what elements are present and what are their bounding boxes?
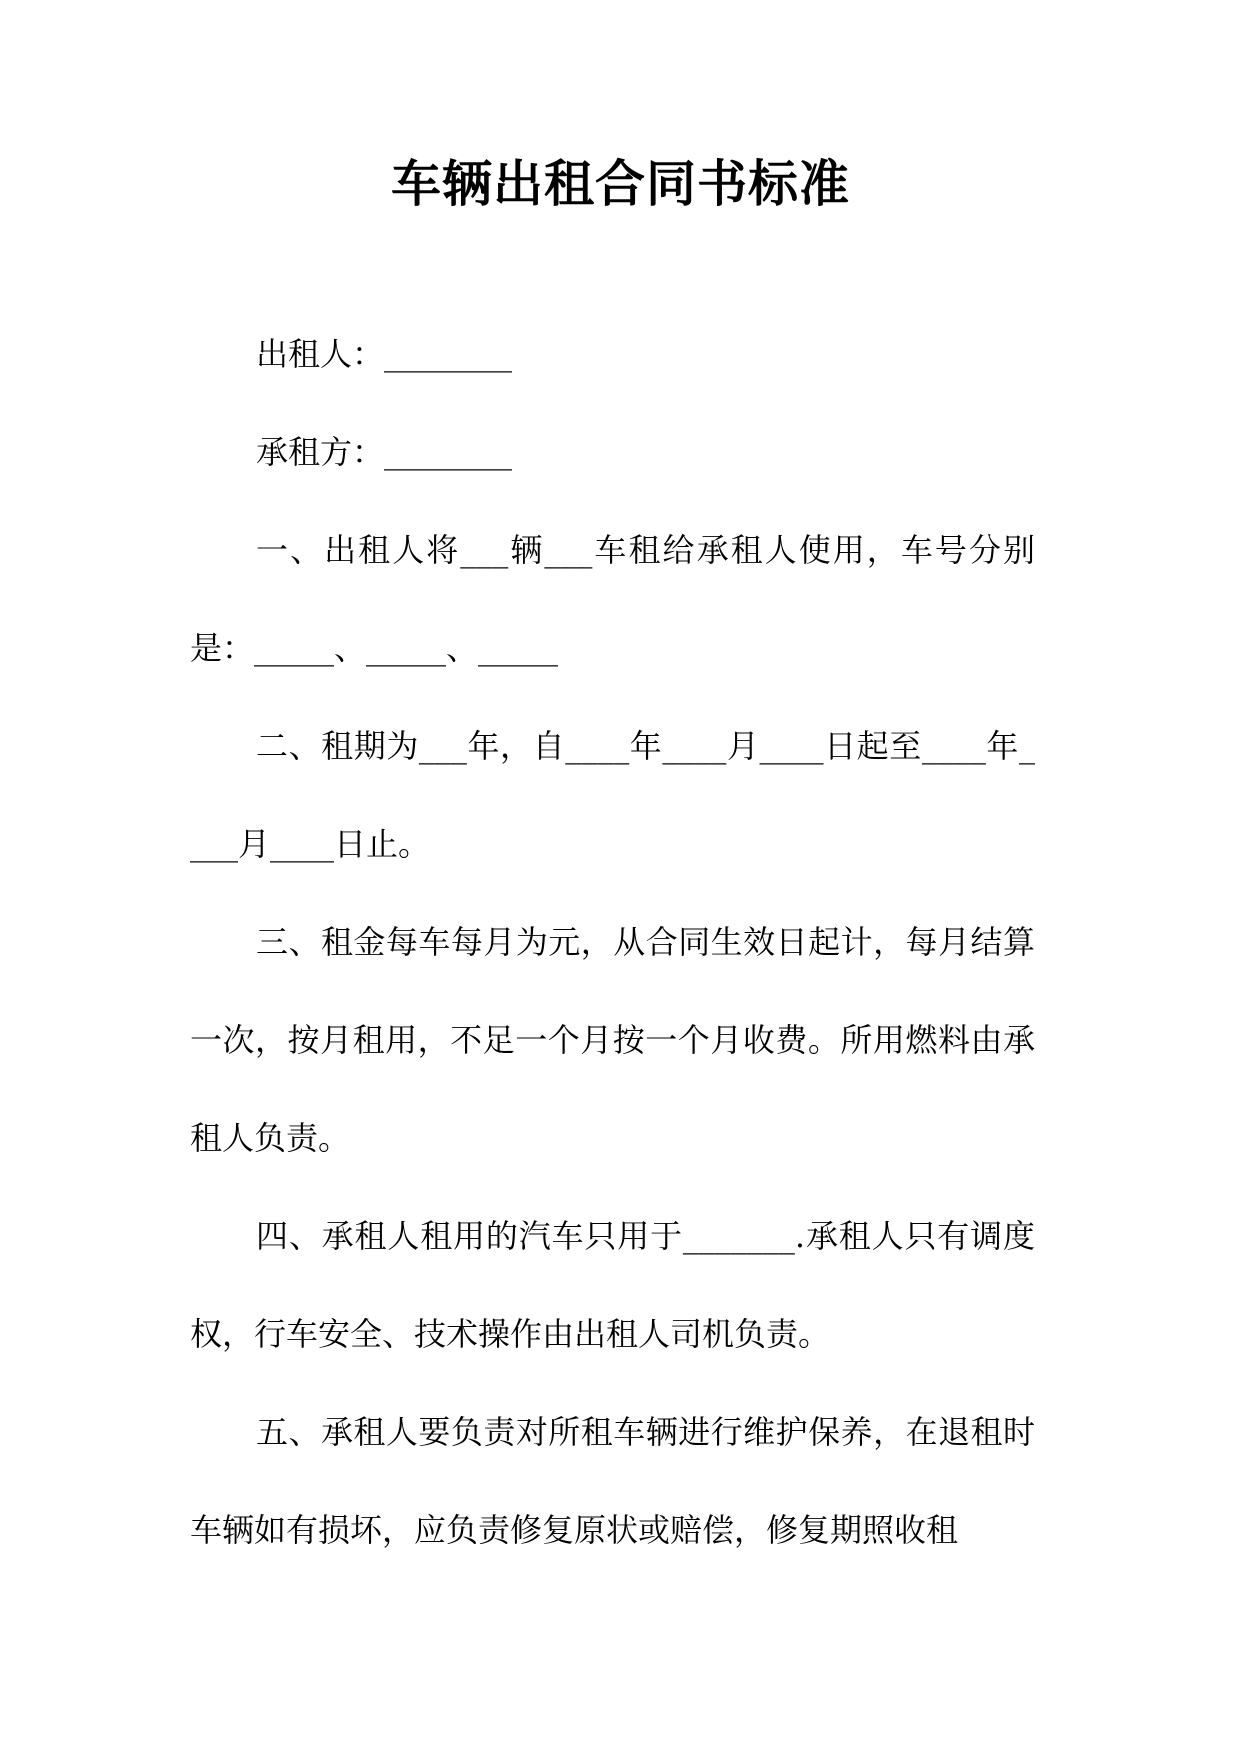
document-title: 车辆出租合同书标准 [391,155,850,213]
clause-5-maintenance: 五、承租人要负责对所租车辆进行维护保养，在退租时车辆如有损坏，应负责修复原状或赔偿，修复期照收租 [190,1413,1035,1549]
clause-1-vehicles: 一、出租人将___辆___车租给承租人使用，车号分别是：_____、_____、_____ [190,531,1035,667]
document-body [190,305,1035,1579]
paragraph-lessor: 出租人：________ [256,335,513,373]
clause-4-usage: 四、承租人租用的汽车只用于_______.承租人只有调度权，行车安全、技术操作由出租人司机负责。 [190,1217,1035,1353]
clause-2-term: 二、租期为___年，自____年____月____日起至____年____月____日止。 [190,727,1035,863]
clause-3-rent: 三、租金每车每月为元，从合同生效日起计，每月结算一次，按月租用，不足一个月按一个月收费。所用燃料由承租人负责。 [190,923,1035,1157]
paragraph-lessee: 承租方：________ [256,433,513,471]
